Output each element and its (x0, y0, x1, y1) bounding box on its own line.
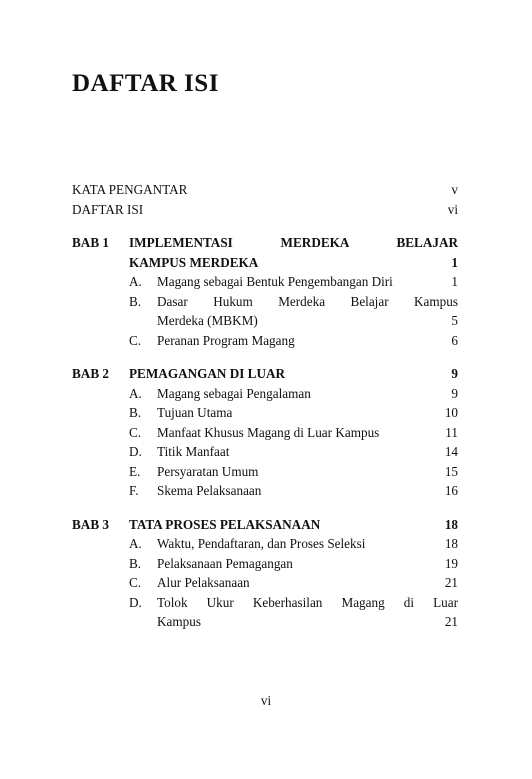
subentry-label: Magang sebagai Pengalaman (157, 385, 311, 401)
table-of-contents (72, 180, 458, 632)
subentry-letter: C. (129, 332, 142, 348)
subentry-page: 21 (444, 614, 458, 629)
subentry-letter: B. (129, 293, 142, 309)
subentry-page: 14 (444, 444, 458, 459)
chapter-number: BAB 3 (72, 516, 110, 532)
subentry-letter: E. (129, 463, 141, 479)
chapter-heading[interactable] (72, 515, 458, 535)
subentry-letter: B. (129, 555, 142, 571)
toc-entry-page: v (451, 182, 458, 197)
toc-subentry[interactable] (72, 423, 458, 443)
toc-entry-daftar-isi[interactable] (72, 200, 458, 220)
chapter-page: 18 (444, 516, 458, 532)
subentry-page: 21 (444, 575, 458, 590)
toc-subentry[interactable] (72, 573, 458, 593)
subentry-label: Waktu, Pendaftaran, dan Proses Seleksi (157, 536, 366, 551)
subentry-page: 9 (451, 385, 458, 401)
subentry-label: Tujuan Utama (157, 405, 233, 420)
toc-entry-kata-pengantar[interactable] (72, 180, 458, 200)
toc-entry-label: KATA PENGANTAR (72, 182, 188, 197)
chapter-1 (72, 233, 458, 350)
subentry-letter: F. (129, 483, 139, 498)
toc-subentry[interactable] (72, 593, 458, 632)
subentry-page: 16 (444, 483, 458, 498)
subentry-page: 18 (444, 536, 458, 551)
chapter-page: 1 (451, 254, 458, 270)
subentry-page: 1 (451, 274, 458, 289)
toc-subentry[interactable] (72, 554, 458, 574)
toc-entry-label: DAFTAR ISI (72, 201, 144, 217)
toc-subentry[interactable] (72, 534, 458, 554)
toc-subentry[interactable] (72, 481, 458, 501)
subentry-label-continued: Kampus (157, 614, 201, 629)
subentry-label: Tolok Ukur Keberhasilan Magang di Luar (157, 594, 458, 610)
page-number: vi (260, 693, 272, 708)
subentry-label: Dasar Hukum Merdeka Belajar Kampus (157, 293, 458, 309)
subentry-page: 6 (451, 332, 458, 348)
chapter-title: TATA PROSES PELAKSANAAN (129, 516, 321, 532)
subentry-label: Peranan Program Magang (157, 332, 295, 348)
subentry-letter: C. (129, 424, 142, 440)
toc-subentry[interactable] (72, 403, 458, 423)
toc-subentry[interactable] (72, 442, 458, 462)
chapter-title: IMPLEMENTASI MERDEKA BELAJAR (129, 235, 458, 250)
chapter-page: 9 (451, 366, 458, 381)
subentry-page: 11 (445, 424, 458, 440)
chapter-title-continued: KAMPUS MERDEKA (129, 254, 259, 270)
subentry-letter: A. (129, 536, 142, 551)
toc-subentry[interactable] (72, 462, 458, 482)
subentry-letter: A. (129, 274, 142, 289)
chapter-title: PEMAGANGAN DI LUAR (129, 366, 286, 381)
subentry-label: Pelaksanaan Pemagangan (157, 555, 293, 571)
toc-subentry[interactable] (72, 292, 458, 331)
chapter-heading[interactable] (72, 364, 458, 384)
subentry-label: Skema Pelaksanaan (157, 483, 262, 498)
subentry-page: 5 (451, 313, 458, 328)
toc-subentry[interactable] (72, 331, 458, 351)
subentry-letter: C. (129, 575, 142, 590)
subentry-label: Titik Manfaat (157, 444, 230, 459)
subentry-label-continued: Merdeka (MBKM) (157, 313, 258, 328)
subentry-letter: A. (129, 385, 142, 401)
page-title: DAFTAR ISI (72, 70, 219, 97)
subentry-page: 10 (444, 405, 458, 420)
subentry-label: Magang sebagai Bentuk Pengembangan Diri (157, 274, 393, 289)
subentry-page: 15 (444, 463, 458, 479)
chapter-heading[interactable] (72, 233, 458, 272)
chapter-number: BAB 1 (72, 235, 110, 250)
subentry-label: Manfaat Khusus Magang di Luar Kampus (157, 424, 380, 440)
subentry-page: 19 (444, 555, 458, 571)
toc-subentry[interactable] (72, 384, 458, 404)
chapter-3 (72, 515, 458, 632)
toc-entry-page: vi (447, 201, 458, 217)
subentry-label: Alur Pelaksanaan (157, 575, 250, 590)
subentry-label: Persyaratan Umum (157, 463, 259, 479)
toc-subentry[interactable] (72, 272, 458, 292)
chapter-number: BAB 2 (72, 366, 110, 381)
subentry-letter: B. (129, 405, 142, 420)
subentry-letter: D. (129, 444, 142, 459)
chapter-2 (72, 364, 458, 501)
subentry-letter: D. (129, 594, 142, 610)
